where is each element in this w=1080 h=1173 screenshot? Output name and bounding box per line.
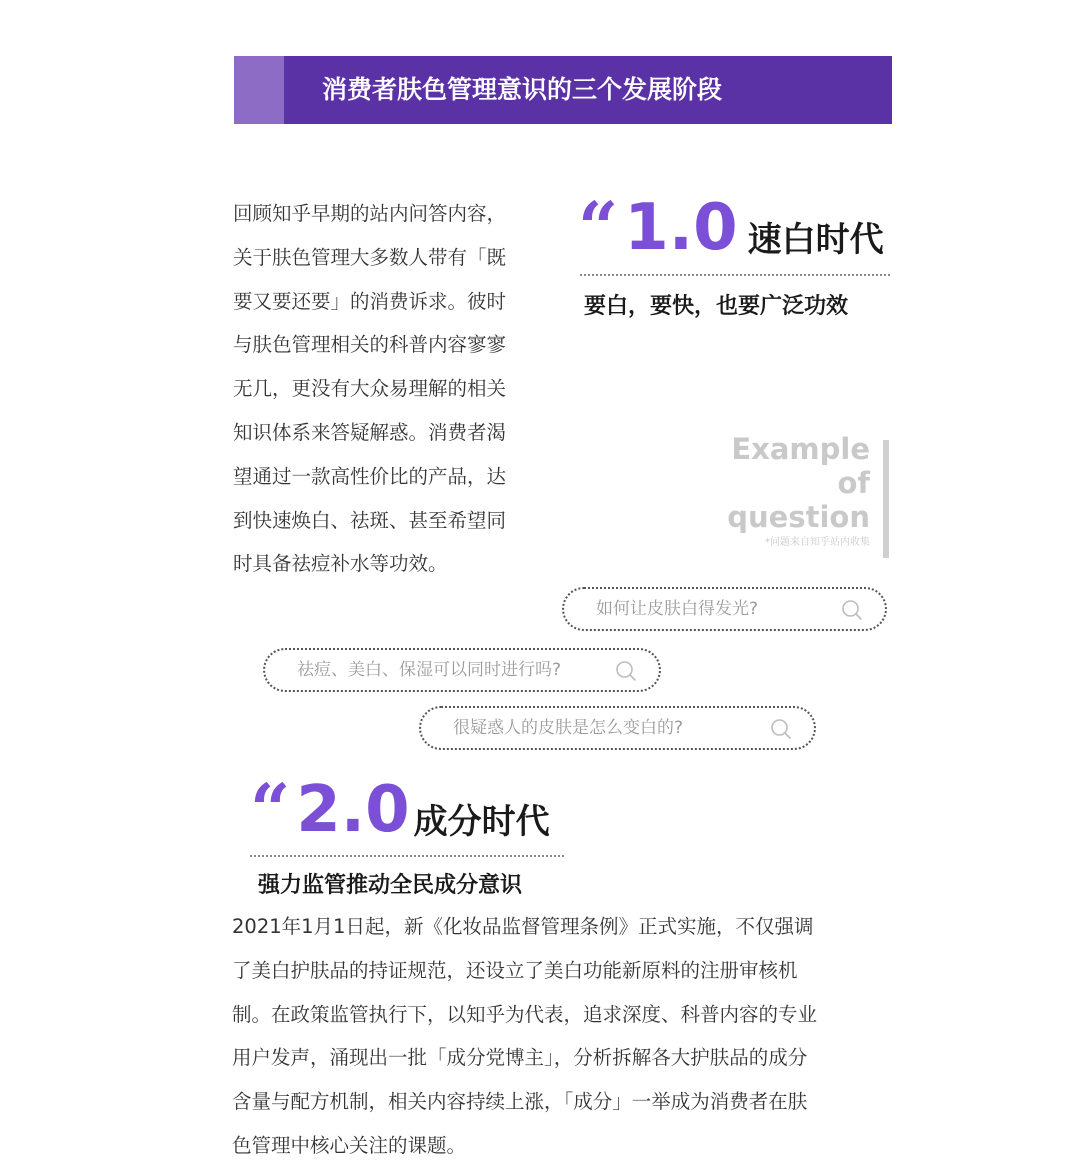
intro-line: 时具备祛痘补水等功效。: [233, 552, 448, 576]
intro-line: 到快速焕白、祛斑、甚至希望同: [233, 508, 507, 532]
dotted-divider: [580, 274, 890, 276]
intro-line: 与肤色管理相关的科普内容寥寥: [233, 333, 507, 357]
era-number: 1.0: [624, 191, 738, 265]
quote-mark-icon: “: [578, 188, 619, 268]
body-line: 用户发声，涌现出一批「成分党博主」，分析拆解各大护肤品的成分: [232, 1046, 808, 1070]
era-1-heading: [578, 188, 884, 292]
example-line: Example: [731, 432, 870, 466]
example-line: of: [837, 466, 870, 500]
body-line: 2021年1月1日起，新《化妆品监督管理条例》正式实施，不仅强调: [232, 915, 814, 938]
question-text: 很疑惑人的皮肤是怎么变白的?: [453, 718, 684, 738]
intro-paragraph: [233, 192, 543, 586]
era-2-paragraph: [232, 905, 892, 1168]
example-side-bar: [883, 440, 889, 558]
body-line: 色管理中核心关注的课题。: [232, 1133, 467, 1157]
era-number: 2.0: [296, 773, 410, 847]
search-icon[interactable]: [770, 718, 792, 740]
body-line: 制。在政策监管执行下，以知乎为代表，追求深度、科普内容的专业: [232, 1002, 818, 1026]
question-search-pill[interactable]: [419, 706, 816, 750]
intro-line: 望通过一款高性价比的产品，达: [233, 464, 507, 488]
example-line: question: [727, 500, 870, 534]
era-2-heading: [250, 770, 550, 874]
question-search-pill[interactable]: [263, 648, 661, 692]
intro-line: 无几，更没有大众易理解的相关: [233, 377, 507, 401]
question-text: 祛痘、美白、保湿可以同时进行吗?: [297, 660, 562, 680]
example-of-question: [700, 432, 870, 550]
intro-line: 要又要还要」的消费诉求。彼时: [233, 289, 507, 313]
body-line: 了美白护肤品的持证规范，还设立了美白功能新原料的注册审核机: [232, 958, 798, 982]
example-note: *问题来自知乎站内收集: [765, 537, 870, 548]
era-1-subtitle: 要白，要快，也要广泛功效: [584, 294, 849, 319]
era-label: 速白时代: [747, 220, 884, 260]
era-2-subtitle: 强力监管推动全民成分意识: [258, 873, 523, 898]
search-icon[interactable]: [615, 660, 637, 682]
header-accent-block: [234, 56, 284, 124]
intro-line: 知识体系来答疑解惑。消费者渴: [233, 420, 507, 444]
section-header: [234, 56, 892, 124]
search-icon[interactable]: [841, 599, 863, 621]
body-line: 含量与配方机制，相关内容持续上涨，「成分」一举成为消费者在肤: [232, 1090, 808, 1114]
era-label: 成分时代: [413, 802, 550, 842]
quote-mark-icon: “: [250, 770, 291, 850]
intro-line: 回顾知乎早期的站内问答内容，: [233, 202, 507, 225]
question-search-pill[interactable]: [562, 587, 887, 631]
question-text: 如何让皮肤白得发光?: [596, 599, 759, 619]
intro-line: 关于肤色管理大多数人带有「既: [233, 245, 507, 269]
section-title: 消费者肤色管理意识的三个发展阶段: [322, 75, 723, 104]
dotted-divider: [250, 855, 564, 857]
